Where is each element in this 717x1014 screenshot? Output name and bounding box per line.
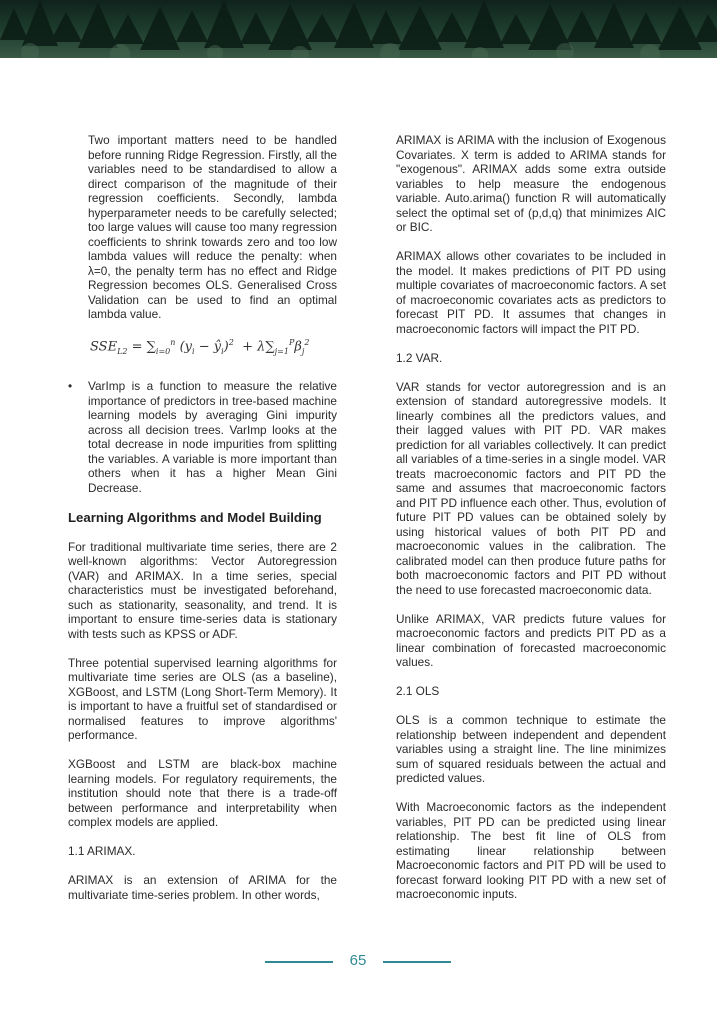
footer-rule-right bbox=[383, 961, 451, 963]
section-heading: Learning Algorithms and Model Building bbox=[68, 509, 322, 525]
bullet-marker: • bbox=[68, 379, 73, 394]
var-vs-arimax-paragraph: Unlike ARIMAX, VAR predicts future values for macroeconomic factors and predicts PIT PD as a linear combination of forecasted macroeconomic values. bbox=[396, 611, 666, 669]
ols-description-paragraph: OLS is a common technique to estimate the relationship between independent and dependent variables using a straight line. The line minimizes sum of squared residuals between the actual and predicted values. bbox=[396, 713, 666, 785]
supervised-algorithms-paragraph: Three potential supervised learning algorithms for multivariate time series are OLS (as a baseline), XGBoost, and LSTM (Long Short-Term Memory). It is important to have a fruitful set of standardised or normalised features to improve algorithms' performance. bbox=[68, 655, 337, 743]
page-footer bbox=[0, 950, 717, 974]
ols-macro-paragraph: With Macroeconomic factors as the independent variables, PIT PD can be predicted using linear relationship. The best fit line of OLS from estimating linear relationship between Macroeconomic factors and PIT PD will be used to forecast forward looking PIT PD with a new set of macroeconomic inputs. bbox=[396, 800, 666, 901]
ridge-regression-paragraph: Two important matters need to be handled before running Ridge Regression. Firstly, all the variables need to be standardised to allow a direct comparison of the magnitude of their regression coefficients. Secondly, lambda hyperparameter needs to be carefully selected; too large values will cause too many regression coefficients to shrink towards zero and too low lambda values will reduce the penalty: when λ=0, the penalty term has no effect and Ridge Regression becomes OLS. Generalised Cross Validation can be used to find an optimal lambda value. bbox=[88, 133, 337, 321]
header-forest-banner bbox=[0, 0, 717, 58]
arimax-subheading: 1.1 ARIMAX. bbox=[68, 844, 136, 859]
var-description-paragraph: VAR stands for vector autoregression and is an extension of standard autoregressive models. It linearly combines all the predictors values, and their lagged values with PIT PD. VAR makes prediction for all variables collectively. It can predict all variables of a time-series in a single model. VAR treats macroeconomic factors and PIT PD the same and assumes that macroeconomic factors and PIT PD influence each other. Thus, evolution of future PIT PD values can be obtained solely by using historical values of both PIT PD and macroeconomic values in the calibration. The calibrated model can then produce future paths for both macroeconomic factors and PIT PD without the need to use forecasted macroeconomic data. bbox=[396, 379, 666, 597]
arimax-covariates-paragraph: ARIMAX allows other covariates to be included in the model. It makes predictions of PIT PD using multiple covariates of macroeconomic factors. A set of macroeconomic covariates acts as predictors to forecast PIT PD. It assumes that changes in macroeconomic factors will impact the PIT PD. bbox=[396, 249, 666, 336]
arimax-continued-paragraph: ARIMAX is ARIMA with the inclusion of Exogenous Covariates. X term is added to ARIMA stands for "exogenous". ARIMAX adds some extra outside variables to help measure the endogenous variable. Auto.arima() function R will automatically select the optimal set of (p,d,q) that minimizes AIC or BIC. bbox=[396, 133, 666, 234]
left-column bbox=[68, 133, 337, 917]
right-column bbox=[396, 133, 666, 916]
forest-canopy-image bbox=[0, 0, 717, 58]
ridge-sse-formula: $SSE_{L2} = \sum_{i=0}^n$ ($y_i$ − $ŷ_i)^2 + \lambda\sum_{j=1}^P\beta_j^2$ bbox=[90, 338, 310, 356]
var-subheading: 1.2 VAR. bbox=[396, 350, 443, 365]
varimp-bullet-text: VarImp is a function to measure the relative importance of predictors in tree-based machine learning models by averaging Gini impurity across all decision trees. VarImp looks at the total decrease in node impurities from splitting the variables. A variable is more important than others when it has a higher Mean Gini Decrease. bbox=[88, 379, 337, 495]
black-box-paragraph: XGBoost and LSTM are black-box machine learning models. For regulatory requirements, the institution should note that there is a trade-off between performance and interpretability when complex models are applied. bbox=[68, 757, 337, 830]
footer-rule-left bbox=[265, 961, 333, 963]
ols-subheading: 2.1 OLS bbox=[396, 684, 440, 698]
arimax-intro-paragraph: ARIMAX is an extension of ARIMA for the multivariate time-series problem. In other words, bbox=[68, 873, 337, 902]
page-number: 65 bbox=[349, 952, 367, 969]
traditional-ts-paragraph: For traditional multivariate time series, there are 2 well-known algorithms: Vector Autoregression (VAR) and ARIMAX. In a time series, special characteristics must be investigated beforehand, such as stationarity, seasonality, and trend. It is important to ensure time-series data is stationary with tests such as KPSS or ADF. bbox=[68, 539, 337, 641]
varimp-bullet-item bbox=[68, 379, 337, 495]
